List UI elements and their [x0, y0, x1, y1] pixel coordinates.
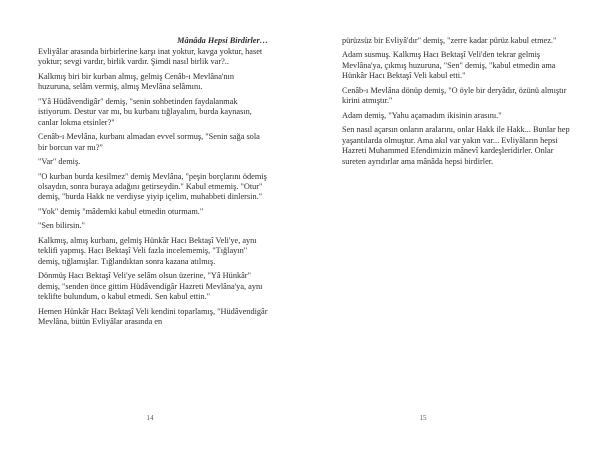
paragraph: Dönmüş Hacı Bektaşî Veli'ye selâm olsun üzerine, "Yâ Hünkâr" demiş, "senden önce gittim Hüdâvendigâr Hazreti Mevlâna'ya, aynı teklifte bulundum, o kabul etmedi. Sen kabul ettin." [38, 271, 263, 302]
section-title: Mânâda Hepsi Birdirler… [177, 36, 268, 45]
paragraph: "O kurban burda kesilmez" demiş Mevlâna, "peşin borçlarını ödemiş olsaydın, sonra buraya adağını getirseydin." Kabul etmemiş. "Otur" demiş, "burda Hakk ne verdiyse yiyip içelim, muhabbeti dinlersin." [38, 171, 267, 202]
paragraph: Kalkmış biri bir kurban almış, gelmiş Cenâb-ı Mevlâna'nın huzuruna, selâm vermiş, almış Mevlâna selâmını. [38, 71, 234, 92]
paragraph: "Var" demiş. [38, 157, 81, 167]
paragraph: Sen nasıl açarsın onların aralarını, onlar Hakk ile Hakk... Bunlar hep yaşantılarda olmuştur. Ama akıl var yakın var... Evliyâların hepsi Hazreti Muhammed Efendimizin mânevî kardeşleridirler. Onlar sureten ayrıdırlar ama mânâda hepsi birdirler. [342, 125, 570, 166]
right-text-block [342, 36, 572, 171]
page-number: 15 [419, 414, 427, 422]
paragraph: "Yâ Hüdâvendigâr" demiş, "senin sohbetinden faydalanmak istiyorum. Destur var mı, bu kurbanı tığlayalım, burda kaynasın, canlar lokma etsinler?" [38, 96, 252, 127]
paragraph: Hemen Hünkâr Hacı Bektaşî Veli kendini toparlamış, "Hüdâvendigâr Mevlâna, bütün Evliyâlar arasında en [38, 306, 268, 326]
paragraph: "Yok" demiş "mâdemki kabul etmedin oturmam." [38, 206, 204, 216]
right-page [300, 0, 600, 449]
page-number: 14 [146, 414, 154, 422]
paragraph: pürüzsüz bir Evliyâ'dır" demiş, "zerre kadar pürüz kabul etmez." [342, 36, 557, 45]
paragraph: Adam demiş, "Yahu açamadım ikisinin arasını." [342, 110, 502, 120]
paragraph: Kalkmış, almış kurbanı, gelmiş Hünkâr Hacı Bektaşî Veli'ye, aynı teklifi yapmış. Hacı Bektaşî Veli fazla incelememiş, "Tığlayın" demiş, tığlamışlar. Tığlandıktan sonra kazana atılmış. [38, 235, 257, 266]
paragraph: Adam susmuş. Kalkmış Hacı Bektaşî Veli'den tekrar gelmiş Mevlâna'ya, çıkmış huzuruna, "Sen" demiş, "kabul etmedin ama Hünkâr Hacı Bektaşî Veli kabul etti." [342, 50, 556, 81]
paragraph: "Sen bilirsin." [38, 221, 85, 231]
paragraph: Evliyâlar arasında birbirlerine karşı inat yoktur, kavga yoktur, haset yoktur; sevgi vardır, birlik vardır. Şimdi nasıl birlik var?.. [38, 47, 263, 67]
left-text-block [38, 36, 268, 331]
paragraph: Cenâb-ı Mevlâna dönüp demiş, "O öyle bir deryâdır, özünü almıştır kirini atmıştır." [342, 85, 567, 106]
paragraph: Cenâb-ı Mevlâna, kurbanı almadan evvel sormuş, "Senin sağa sola bir borcun var mı?" [38, 132, 260, 152]
